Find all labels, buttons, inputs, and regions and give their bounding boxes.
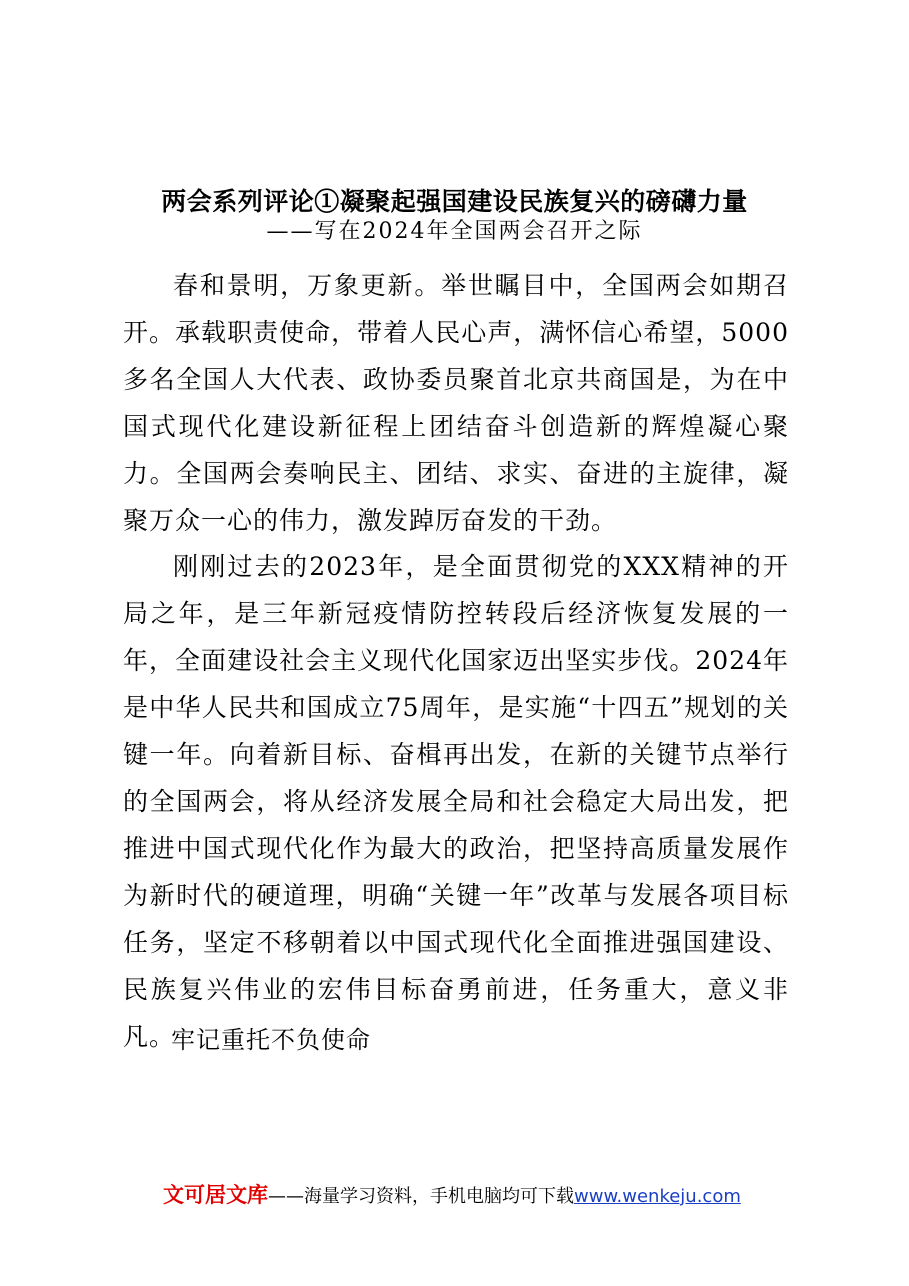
body-paragraph: 春和景明，万象更新。举世瞩目中，全国两会如期召开。承载职责使命，带着人民心声，满怀信心希望，5000多名全国人大代表、政协委员聚首北京共商国是，为在中国式现代化建设新征程上团结奋斗创造新的辉煌凝心聚力。全国两会奏响民主、团结、求实、奋进的主旋律，凝聚万众一心的伟力，激发踔厉奋发的干劲。 <box>123 271 789 535</box>
footer-tagline: ——海量学习资料，手机电脑均可下载 <box>268 1186 574 1207</box>
footer-link[interactable]: www.wenkeju.com <box>574 1186 741 1207</box>
section-heading: 牢记重托不负使命 <box>171 1026 371 1054</box>
body-paragraph: 刚刚过去的2023年，是全面贯彻党的XXX精神的开局之年，是三年新冠疫情防控转段后经济恢复发展的一年，全面建设社会主义现代化国家迈出坚实步伐。2024年是中华人民共和国成立75周年，是实施“十四五”规划的关键一年。向着新目标、奋楫再出发，在新的关键节点举行的全国两会，将从经济发展全局和社会稳定大局出发，把推进中国式现代化作为最大的政治，把坚持高质量发展作为新时代的硬道理，明确“关键一年”改革与发展各项目标任务，坚定不移朝着以中国式现代化全面推进强国建设、民族复兴伟业的宏伟目标奋勇前进，任务重大，意义非凡。 <box>123 552 789 1051</box>
document-subtitle: ——写在2024年全国两会召开之际 <box>266 219 643 244</box>
footer-banner <box>163 1180 741 1212</box>
document-title: 两会系列评论①凝聚起强国建设民族复兴的磅礴力量 <box>161 186 748 216</box>
footer-brand: 文可居文库 <box>163 1183 268 1207</box>
